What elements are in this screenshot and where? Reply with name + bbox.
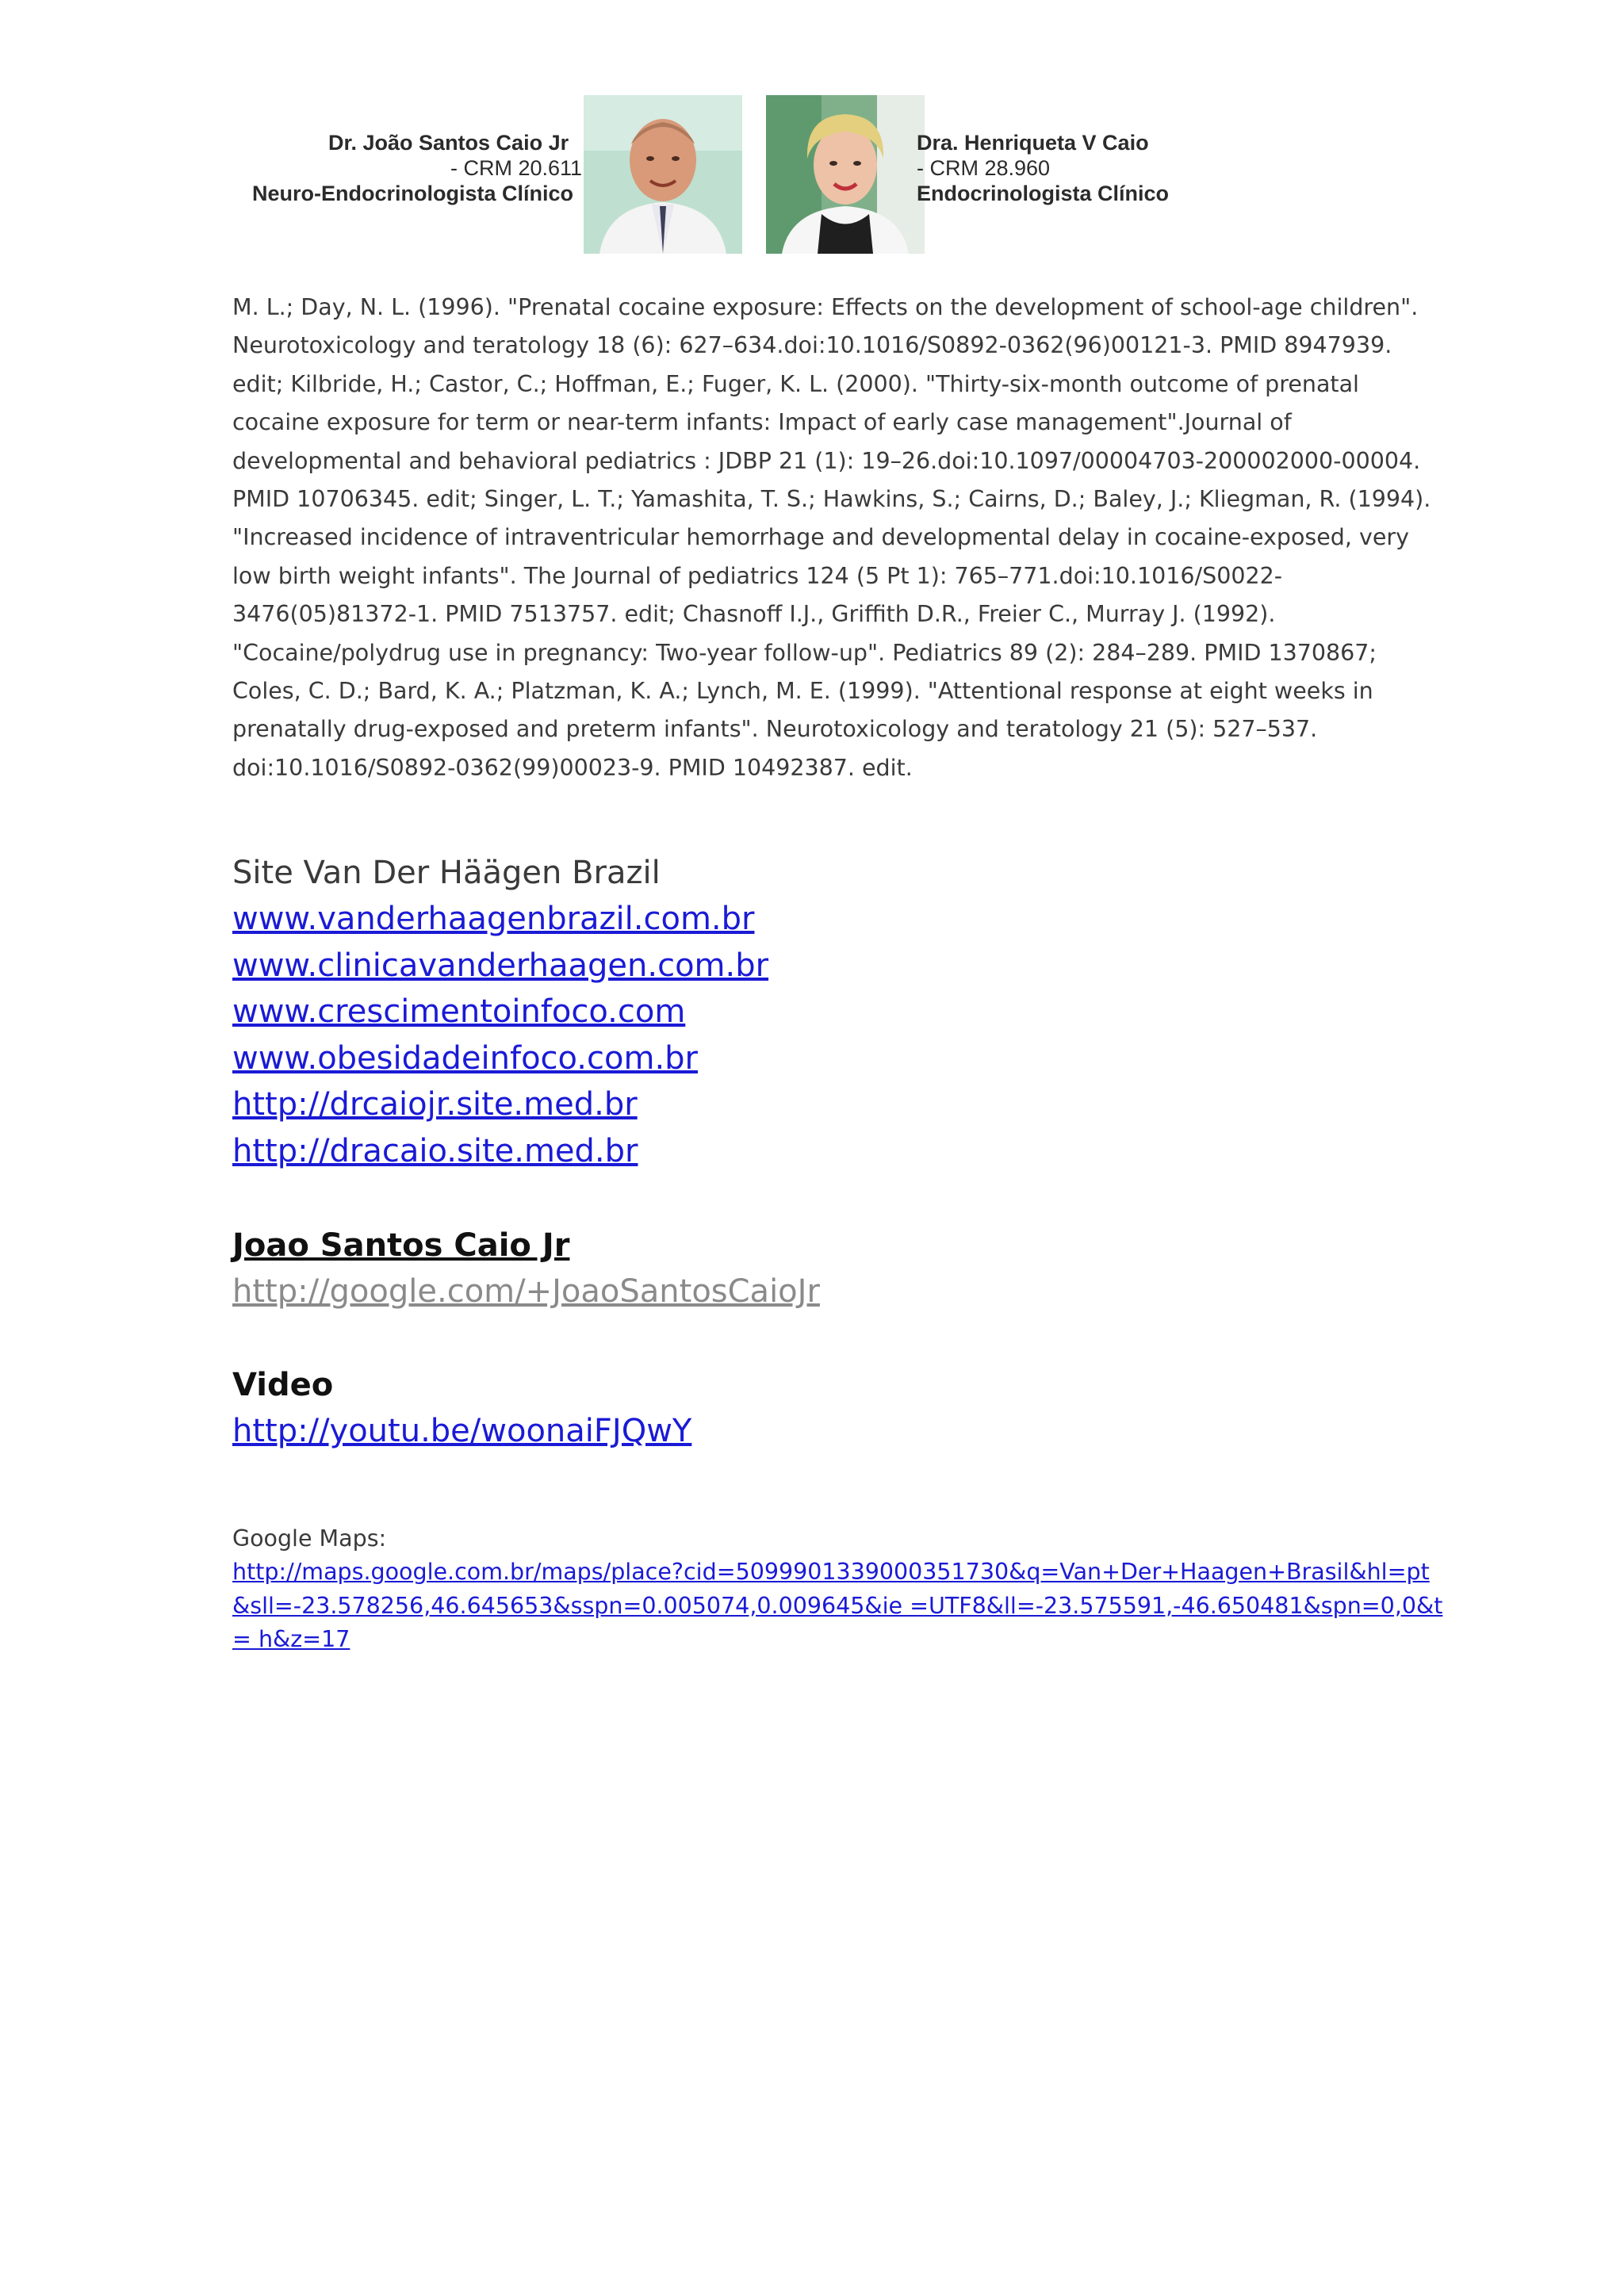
reference-line: Coles, C. D.; Bard, K. A.; Platzman, K. A.; Lynch, M. E. (1999). "Attentional response at eight weeks in (232, 678, 1373, 705)
profile-name: Joao Santos Caio Jr (232, 1227, 570, 1264)
video-section (232, 1362, 691, 1455)
doctor2-photo (766, 95, 925, 254)
link-drcaiojr[interactable]: http://drcaiojr.site.med.br (232, 1086, 638, 1123)
profile-section (232, 1223, 820, 1314)
reference-line: "Increased incidence of intraventricular hemorrhage and developmental delay in cocaine-exposed, very (232, 524, 1410, 551)
google-plus-link[interactable]: http://google.com/+JoaoSantosCaioJr (232, 1273, 820, 1310)
maps-link-line[interactable]: &sll=-23.578256,46.645653&sspn=0.005074,0.009645&ie =UTF8&ll=-23.575591,-46.650481&spn=0,0&t (232, 1592, 1443, 1619)
doctor1-name: Dr. João Santos Caio Jr (328, 131, 569, 155)
video-link[interactable]: http://youtu.be/woonaiFJQwY (232, 1413, 692, 1449)
reference-line: low birth weight infants". The Journal of pediatrics 124 (5 Pt 1): 765–771.doi:10.1016/S0022- (232, 562, 1283, 589)
maps-link-line[interactable]: http://maps.google.com.br/maps/place?cid=5099901339000351730&q=Van+Der+Haagen+Brasil&hl=pt (232, 1559, 1430, 1585)
link-vanderhaagenbrazil[interactable]: www.vanderhaagenbrazil.com.br (232, 901, 755, 937)
doctor1-photo (584, 95, 742, 254)
link-obesidadeinfoco[interactable]: www.obesidadeinfoco.com.br (232, 1039, 698, 1077)
link-crescimentoinfoco[interactable]: www.crescimentoinfoco.com (232, 993, 686, 1031)
reference-line: prenatally drug-exposed and preterm infants". Neurotoxicology and teratology 21 (5): 527–537. (232, 716, 1318, 743)
reference-line: Neurotoxicology and teratology 18 (6): 627–634.doi:10.1016/S0892-0362(96)00121-3. PMID 8947939. (232, 332, 1392, 359)
reference-line: developmental and behavioral pediatrics : JDBP 21 (1): 19–26.doi:10.1097/00004703-200002000-00004. (232, 447, 1421, 474)
reference-line: doi:10.1016/S0892-0362(99)00023-9. PMID 10492387. edit. (232, 754, 913, 781)
doctor1-specialty: Neuro-Endocrinologista Clínico (252, 182, 574, 205)
reference-line: cocaine exposure for term or near-term infants: Impact of early case management".Journal of (232, 409, 1292, 436)
maps-section (232, 1522, 1442, 1657)
maps-label: Google Maps: (232, 1525, 387, 1552)
video-heading: Video (232, 1367, 334, 1403)
reference-line: "Cocaine/polydrug use in pregnancy: Two-year follow-up". Pediatrics 89 (2): 284–289. PMID 1370867; (232, 639, 1377, 666)
doctor2-name: Dra. Henriqueta V Caio (917, 131, 1149, 155)
page-header (246, 95, 1197, 254)
site-links-section (232, 850, 768, 1175)
link-clinicavanderhaagen[interactable]: www.clinicavanderhaagen.com.br (232, 947, 769, 984)
doctor2-crm: - CRM 28.960 (917, 156, 1051, 180)
doctor2-specialty: Endocrinologista Clínico (917, 182, 1170, 205)
reference-line: edit; Kilbride, H.; Castor, C.; Hoffman, E.; Fuger, K. L. (2000). "Thirty-six-month outcome of prenatal (232, 370, 1359, 397)
reference-line: PMID 10706345. edit; Singer, L. T.; Yamashita, T. S.; Hawkins, S.; Cairns, D.; Baley, J.; Kliegman, R. (1994). (232, 486, 1431, 513)
doctor1-crm: - CRM 20.611 (450, 156, 583, 180)
reference-line: 3476(05)81372-1. PMID 7513757. edit; Chasnoff I.J., Griffith D.R., Freier C., Murray J. (1992). (232, 601, 1276, 628)
link-dracaio[interactable]: http://dracaio.site.med.br (232, 1132, 638, 1169)
maps-link-line[interactable]: = h&z=17 (232, 1626, 350, 1652)
references-paragraph (232, 289, 1431, 787)
reference-line: M. L.; Day, N. L. (1996). "Prenatal cocaine exposure: Effects on the development of school-age children". (232, 294, 1419, 320)
site-title: Site Van Der Häägen Brazil (232, 855, 661, 891)
